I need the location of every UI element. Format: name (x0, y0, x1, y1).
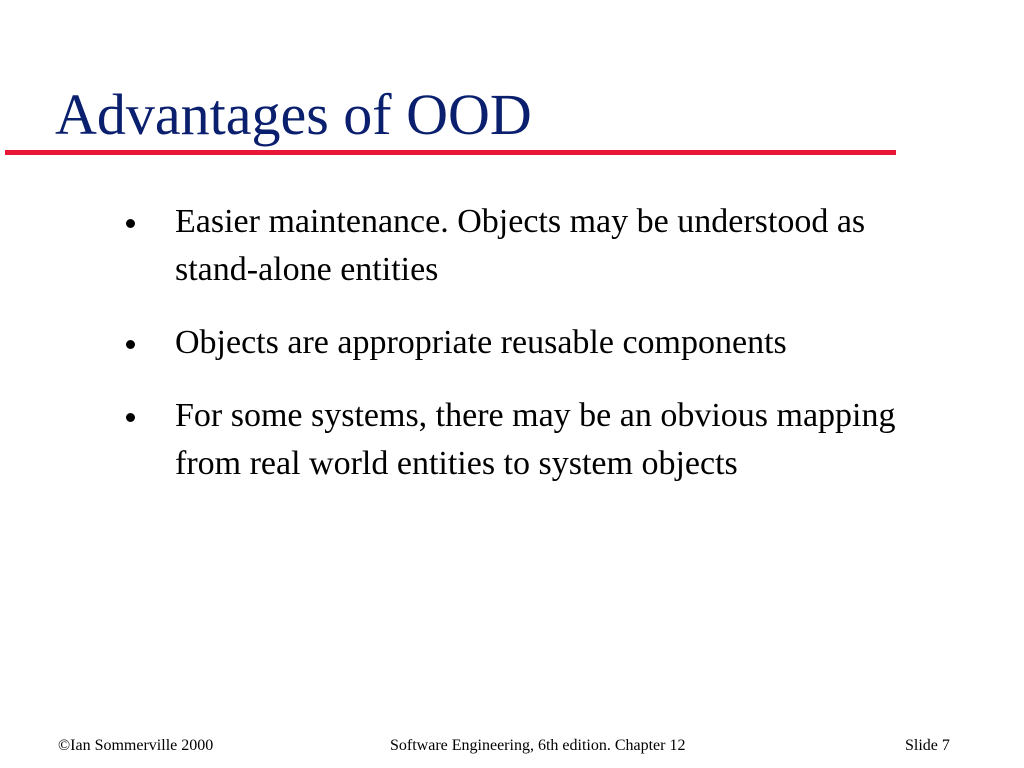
bullet-dot-icon (126, 219, 135, 228)
bullet-list (120, 198, 910, 513)
footer-slide-number: Slide 7 (905, 737, 950, 754)
bullet-item (120, 392, 910, 488)
bullet-item (120, 319, 910, 367)
bullet-item (120, 198, 910, 294)
bullet-text: Objects are appropriate reusable components (175, 324, 787, 361)
bullet-dot-icon (126, 413, 135, 422)
footer-copyright: ©Ian Sommerville 2000 (58, 737, 214, 754)
slide-title: Advantages of OOD (55, 82, 532, 147)
bullet-text: Easier maintenance. Objects may be understood as stand-alone entities (175, 203, 866, 288)
bullet-dot-icon (126, 340, 135, 349)
title-underline (5, 150, 896, 155)
bullet-text: For some systems, there may be an obvious mapping from real world entities to system objects (175, 397, 896, 482)
footer-book-title: Software Engineering, 6th edition. Chapter 12 (390, 737, 686, 754)
